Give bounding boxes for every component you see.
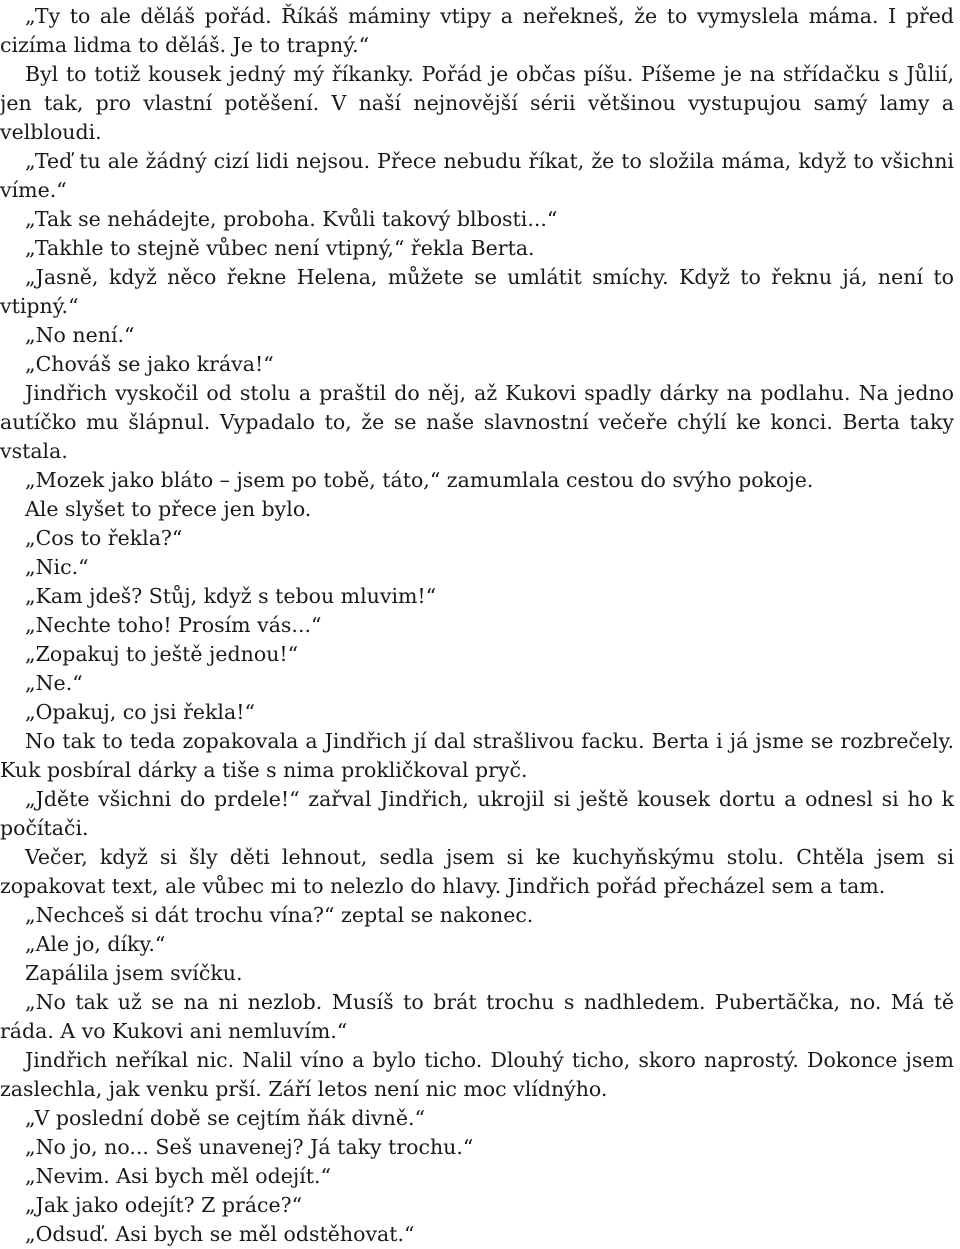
paragraph: „Jasně, když něco řekne Helena, můžete se umlátit smíchy. Když to řeknu já, není to vtipný.“	[0, 265, 954, 318]
paragraph: „Ty to ale děláš pořád. Říkáš máminy vtipy a neřekneš, že to vymyslela máma. I před cizíma lidma to děláš. Je to trapný.“	[0, 4, 954, 57]
paragraph: „Nic.“	[25, 555, 89, 579]
paragraph: „Nechceš si dát trochu vína?“ zeptal se nakonec.	[25, 903, 534, 927]
paragraph: „Teď tu ale žádný cizí lidi nejsou. Přece nebudu říkat, že to složila máma, když to všichni víme.“	[0, 149, 954, 202]
paragraph: Jindřich neříkal nic. Nalil víno a bylo ticho. Dlouhý ticho, skoro naprostý. Dokonce jsem zaslechla, jak venku prší. Září letos není nic moc vlídnýho.	[0, 1048, 954, 1101]
paragraph: „Tak se nehádejte, proboha. Kvůli takový blbosti...“	[25, 207, 558, 231]
paragraph: Byl to totiž kousek jedný mý říkanky. Pořád je občas píšu. Píšeme je na střídačku s Jůlií, jen tak, pro vlastní potěšení. V naší nejnovější sérii většinou vystupujou samý lamy a velbloudi.	[0, 62, 954, 144]
paragraph: Večer, když si šly děti lehnout, sedla jsem si ke kuchyňskýmu stolu. Chtěla jsem si zopakovat text, ale vůbec mi to nelezlo do hlavy. Jindřich pořád přecházel sem a tam.	[0, 845, 954, 898]
paragraph: „Takhle to stejně vůbec není vtipný,“ řekla Berta.	[25, 236, 535, 260]
paragraph: „Opakuj, co jsi řekla!“	[25, 700, 255, 724]
paragraph: No tak to teda zopakovala a Jindřich jí dal strašlivou facku. Berta i já jsme se rozbrečely. Kuk posbíral dárky a tiše s nima prokličkoval pryč.	[0, 729, 954, 782]
paragraph: „Odsuď. Asi bych se měl odstěhovat.“	[25, 1222, 415, 1246]
paragraph: „Ale jo, díky.“	[25, 932, 166, 956]
paragraph: „No tak už se na ni nezlob. Musíš to brát trochu s nadhledem. Pubertăčka, no. Má tě ráda. A vo Kukovi ani nemluvím.“	[0, 990, 954, 1043]
paragraph: Ale slyšet to přece jen bylo.	[25, 497, 312, 521]
paragraph: „No jo, no... Seš unavenej? Já taky trochu.“	[25, 1135, 474, 1159]
paragraph: Zapálila jsem svíčku.	[25, 961, 243, 985]
paragraph: „Jak jako odejít? Z práce?“	[25, 1193, 303, 1217]
paragraph: „Chováš se jako kráva!“	[25, 352, 274, 376]
paragraph: „Zopakuj to ještě jednou!“	[25, 642, 299, 666]
paragraph: Jindřich vyskočil od stolu a praštil do něj, až Kukovi spadly dárky na podlahu. Na jedno autíčko mu šlápnul. Vypadalo to, že se naše slavnostní večeře chýlí ke konci. Berta taky vstala.	[0, 381, 954, 463]
paragraph: „Nechte toho! Prosím vás...“	[25, 613, 322, 637]
paragraph: „No není.“	[25, 323, 135, 347]
paragraph: „V poslední době se cejtím ňák divně.“	[25, 1106, 425, 1130]
paragraph: „Nevim. Asi bych měl odejít.“	[25, 1164, 331, 1188]
paragraph: „Cos to řekla?“	[25, 526, 183, 550]
paragraph: „Kam jdeš? Stůj, když s tebou mluvim!“	[25, 584, 437, 608]
paragraph: „Ne.“	[25, 671, 83, 695]
paragraph: „Mozek jako bláto – jsem po tobě, táto,“ zamumlala cestou do svýho pokoje.	[25, 468, 814, 492]
paragraph: „Jděte všichni do prdele!“ zařval Jindřich, ukrojil si ještě kousek dortu a odnesl si ho k počítači.	[0, 787, 954, 840]
